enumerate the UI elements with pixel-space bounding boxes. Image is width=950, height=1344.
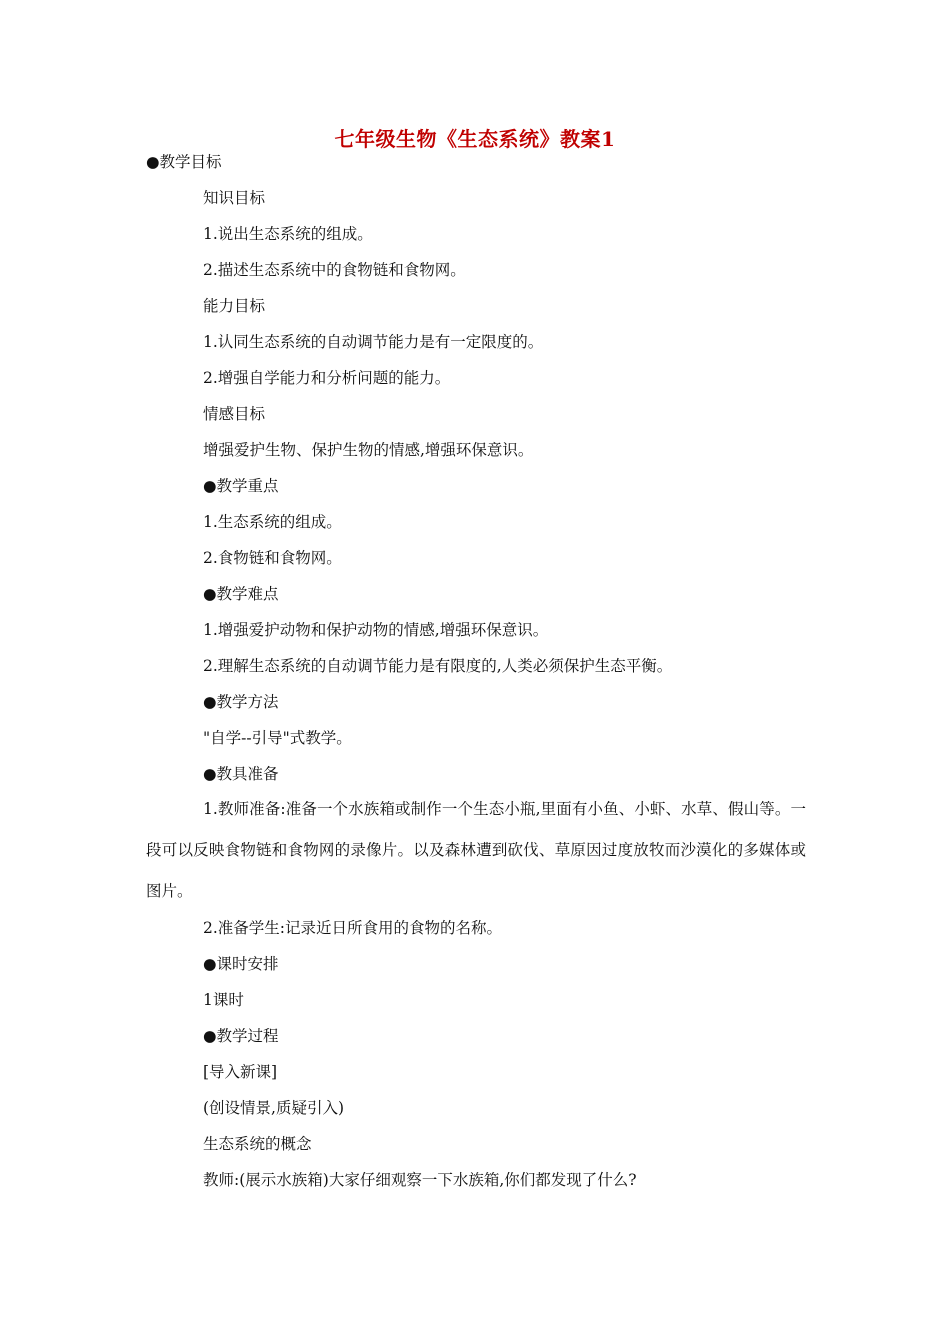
text-line: 教师:(展示水族箱)大家仔细观察一下水族箱,你们都发现了什么?: [203, 1171, 637, 1189]
text-line: (创设情景,质疑引入): [203, 1099, 345, 1117]
text-line: 2.描述生态系统中的食物链和食物网。: [203, 261, 466, 279]
section-heading-difficulties: ●教学难点: [203, 585, 279, 603]
text-line: 2.食物链和食物网。: [203, 549, 342, 567]
section-heading-schedule: ●课时安排: [203, 955, 279, 973]
document-title: 七年级生物《生态系统》教案1: [334, 127, 616, 151]
text-line: [导入新课]: [203, 1063, 278, 1081]
section-heading-teaching-aids: ●教具准备: [203, 765, 279, 783]
text-line: 1课时: [203, 991, 244, 1009]
text-line: 生态系统的概念: [203, 1135, 312, 1153]
section-heading-methods: ●教学方法: [203, 693, 279, 711]
text-line: 1.说出生态系统的组成。: [203, 225, 373, 243]
text-line: "自学--引导"式教学。: [203, 729, 352, 747]
section-heading-teaching-goals: ●教学目标: [146, 153, 222, 171]
subheading-ability-goals: 能力目标: [203, 297, 266, 315]
text-line: 1.生态系统的组成。: [203, 513, 342, 531]
text-line: 1.认同生态系统的自动调节能力是有一定限度的。: [203, 333, 544, 351]
section-heading-process: ●教学过程: [203, 1027, 279, 1045]
text-line: 2.理解生态系统的自动调节能力是有限度的,人类必须保护生态平衡。: [203, 657, 673, 675]
text-line: 2.准备学生:记录近日所食用的食物的名称。: [203, 919, 503, 937]
text-line: 增强爱护生物、保护生物的情感,增强环保意识。: [203, 441, 534, 459]
text-line: 1.增强爱护动物和保护动物的情感,增强环保意识。: [203, 621, 549, 639]
subheading-knowledge-goals: 知识目标: [203, 189, 266, 207]
subheading-emotion-goals: 情感目标: [203, 405, 266, 423]
paragraph-teacher-preparation: 1.教师准备:准备一个水族箱或制作一个生态小瓶,里面有小鱼、小虾、水草、假山等。一段可以反映食物链和食物网的录像片。以及森林遭到砍伐、草原因过度放牧而沙漠化的多媒体或图片。: [146, 800, 806, 900]
text-line: 2.增强自学能力和分析问题的能力。: [203, 369, 451, 387]
section-heading-key-points: ●教学重点: [203, 477, 279, 495]
